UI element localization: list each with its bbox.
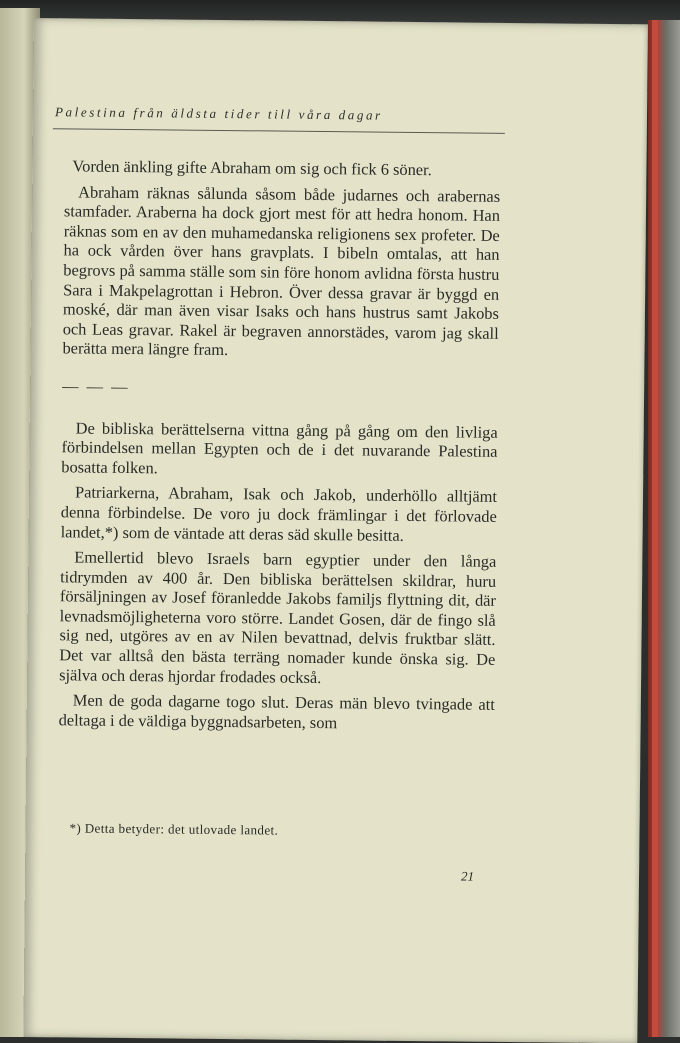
header-rule	[53, 128, 505, 134]
cover-binding-strip	[652, 20, 658, 1037]
section-divider: — — —	[62, 376, 130, 396]
paragraph: Abraham räknas sålunda såsom både judarnes och arabernas stamfader. Araberna ha dock gjort mest för att hedra honom. Han räknas som en av den muhamedanska religionens sex profeter. De ha ock vården över hans gravplats. I bibeln omtalas, att han begrovs på samma ställe som sin före honom avlidna första hustru Sara i Makpelagrottan i Hebron. Över dessa gravar är byggd en moské, där man även visar Isaks och hans hustrus samt Jakobs och Leas gravar. Rakel är begraven annorstädes, varom jag skall berätta mera längre fram.	[62, 182, 501, 360]
book-page	[23, 18, 648, 1043]
body-text	[58, 156, 500, 740]
paragraph: Patriarkerna, Abraham, Isak och Jakob, underhöllo alltjämt denna förbindelse. De voro ju dock främlingar i det förlovade landet,*) som de väntade att deras säd skulle besitta.	[60, 482, 498, 545]
page-number: 21	[460, 868, 475, 884]
paragraph: De bibliska berättelserna vittna gång på gång om den livliga förbindelsen mellan Egypten och de i det nuvarande Palestina bosatta folken.	[61, 417, 498, 478]
running-head: Palestina från äldsta tider till våra dagar	[54, 104, 383, 123]
paragraph: Vorden änkling gifte Abraham om sig och fick 6 söner.	[72, 156, 432, 180]
footnote: *) Detta betyder: det utlovade landet.	[69, 820, 279, 838]
paragraph: Emellertid blevo Israels barn egyptier under den långa tidrymden av 400 år. Den bibliska berättelsen skildrar, huru försäljningen av Josef föranledde Jakobs familjs flyttning dit, där levnadsmöjligheterna voro större. Landet Gosen, där de fingo slå sig ned, utgöres av en av Nilen bevattnad, delvis fruktbar slätt. Det var alltså den bästa terräng nomader kunde önska sig. De själva och deras hjordar frodades också.	[59, 547, 497, 687]
paragraph: Men de goda dagarne togo slut. Deras män blevo tvingade att deltaga i de väldiga byggnadsarbeten, som	[58, 690, 495, 733]
